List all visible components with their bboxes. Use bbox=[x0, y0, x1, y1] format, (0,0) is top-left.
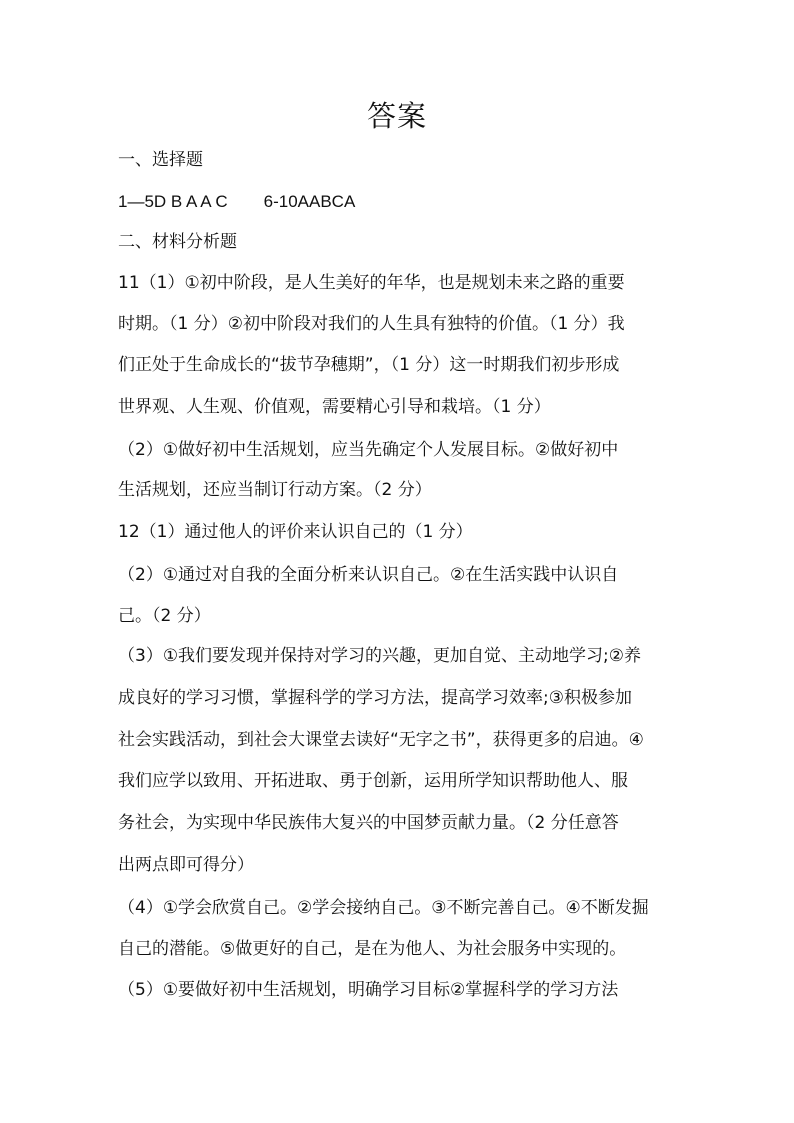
answer-line: （4）①学会欣赏自己。②学会接纳自己。③不断完善自己。④不断发掘 bbox=[118, 898, 649, 918]
answer-line: （3）①我们要发现并保持对学习的兴趣，更加自觉、主动地学习;②养 bbox=[118, 646, 642, 666]
answer-line: （5）①要做好初中生活规划，明确学习目标②掌握科学的学习方法 bbox=[118, 980, 619, 1000]
answer-line: 12（1）通过他人的评价来认识自己的（1 分） bbox=[118, 522, 473, 542]
answer-line: 出两点即可得分） bbox=[118, 855, 254, 875]
answer-line: 生活规划，还应当制订行动方案。（2 分） bbox=[118, 480, 432, 500]
answer-line: 我们应学以致用、开拓进取、勇于创新，运用所学知识帮助他人、服 bbox=[118, 771, 628, 791]
section-heading-multiple-choice: 一、选择题 bbox=[118, 150, 203, 170]
answers-6-10: 6-10AABCA bbox=[263, 192, 356, 211]
answer-line: 11（1）①初中阶段，是人生美好的年华，也是规划未来之路的重要 bbox=[118, 273, 625, 293]
answer-line: 己。（2 分） bbox=[118, 606, 211, 626]
answer-line: （2）①做好初中生活规划，应当先确定个人发展目标。②做好初中 bbox=[118, 440, 619, 460]
answer-line: 成良好的学习习惯，掌握科学的学习方法，提高学习效率;③积极参加 bbox=[118, 688, 632, 708]
answer-line: （2）①通过对自我的全面分析来认识自己。②在生活实践中认识自 bbox=[118, 565, 619, 585]
answer-line: 世界观、人生观、价值观，需要精心引导和栽培。（1 分） bbox=[118, 397, 551, 417]
answers-1-5: 1—5D B A A C bbox=[118, 192, 228, 211]
answer-line: 自己的潜能。⑤做更好的自己，是在为他人、为社会服务中实现的。 bbox=[118, 939, 627, 959]
multiple-choice-answers bbox=[118, 191, 355, 213]
answer-line: 务社会，为实现中华民族伟大复兴的中国梦贡献力量。（2 分任意答 bbox=[118, 813, 619, 833]
page-title: 答案 bbox=[366, 99, 427, 133]
answer-line: 们正处于生命成长的“拔节孕穗期”，（1 分）这一时期我们初步形成 bbox=[118, 355, 620, 375]
section-heading-material-analysis: 二、材料分析题 bbox=[118, 232, 237, 252]
answer-line: 社会实践活动，到社会大课堂去读好“无字之书”，获得更多的启迪。④ bbox=[118, 730, 644, 750]
answer-line: 时期。（1 分）②初中阶段对我们的人生具有独特的价值。（1 分）我 bbox=[118, 314, 625, 334]
